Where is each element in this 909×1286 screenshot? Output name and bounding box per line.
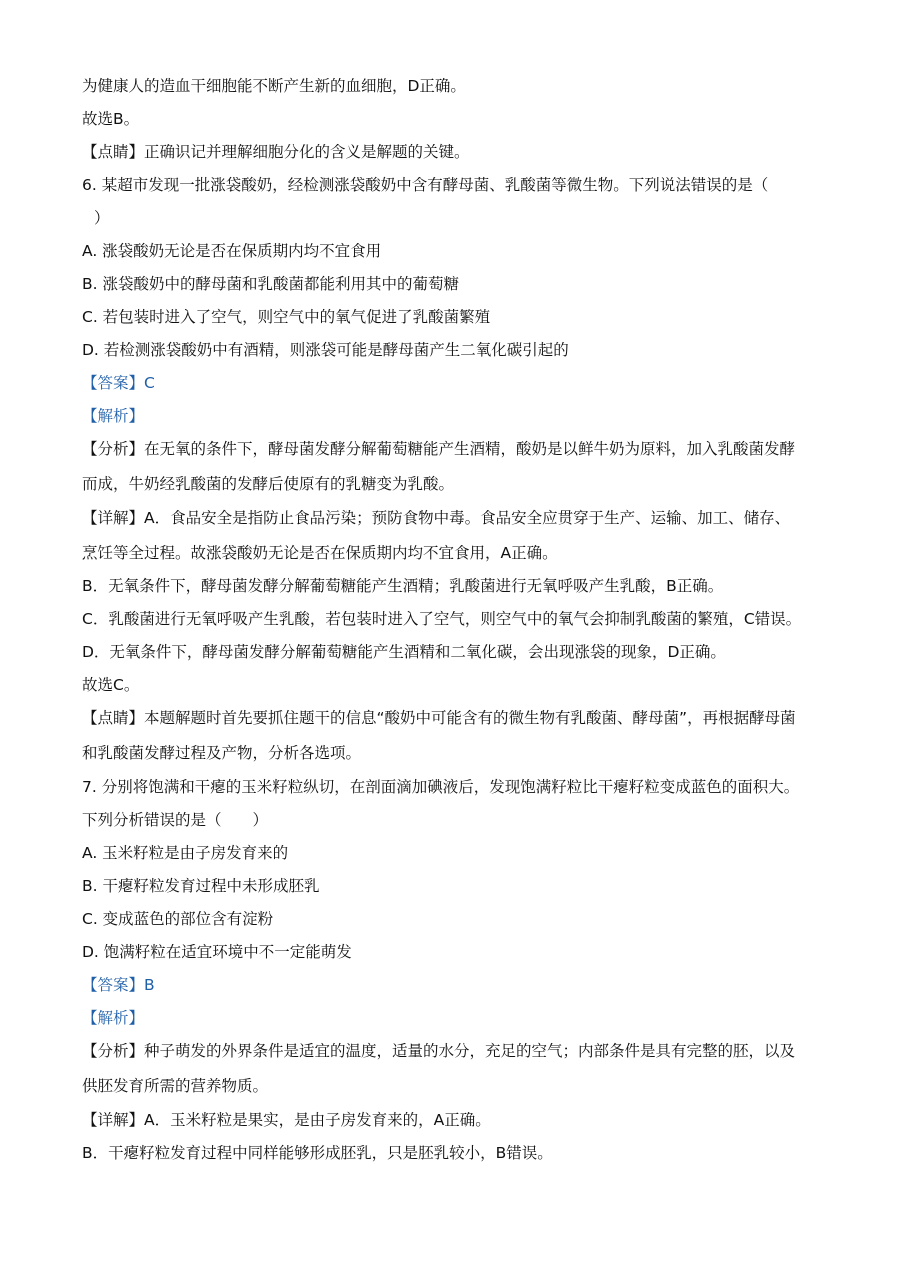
text-line: 【详解】A．食品安全是指防止食品污染；预防食物中毒。食品安全应贯穿于生产、运输、加工、储存、	[82, 509, 791, 527]
text-line: 【点睛】正确识记并理解细胞分化的含义是解题的关键。	[82, 143, 470, 161]
text-line: B．无氧条件下，酵母菌发酵分解葡萄糖能产生酒精；乳酸菌进行无氧呼吸产生乳酸，B正确。	[82, 577, 724, 595]
text-line: 为健康人的造血干细胞能不断产生新的血细胞，D正确。	[82, 77, 466, 95]
question-7-stem: 7. 分别将饱满和干瘪的玉米籽粒纵切，在剖面滴加碘液后，发现饱满籽粒比干瘪籽粒变成蓝色的面积大。	[82, 778, 800, 796]
text-line: 【分析】种子萌发的外界条件是适宜的温度，适量的水分，充足的空气；内部条件是具有完整的胚，以及	[82, 1042, 796, 1060]
option-a: A. 涨袋酸奶无论是否在保质期内均不宜食用	[82, 242, 382, 260]
analysis-label: 【解析】	[82, 1009, 145, 1027]
text-line: 供胚发育所需的营养物质。	[82, 1077, 269, 1095]
option-b: B. 涨袋酸奶中的酵母菌和乳酸菌都能利用其中的葡萄糖	[82, 275, 459, 293]
text-line: 【分析】在无氧的条件下，酵母菌发酵分解葡萄糖能产生酒精，酸奶是以鲜牛奶为原料，加入乳酸菌发酵	[82, 440, 796, 458]
answer-label: 【答案】B	[82, 976, 155, 994]
text-line: 而成，牛奶经乳酸菌的发酵后使原有的乳糖变为乳酸。	[82, 475, 455, 493]
text-line: C．乳酸菌进行无氧呼吸产生乳酸，若包装时进入了空气，则空气中的氧气会抑制乳酸菌的繁殖，C错误。	[82, 610, 802, 628]
answer-label: 【答案】C	[82, 374, 155, 392]
analysis-label: 【解析】	[82, 407, 145, 425]
question-7-stem-cont: 下列分析错误的是（ ）	[82, 811, 269, 829]
text-line: 故选B。	[82, 110, 140, 128]
text-line: 【点睛】本题解题时首先要抓住题干的信息“酸奶中可能含有的微生物有乳酸菌、酵母菌”，再根据酵母菌	[82, 709, 796, 727]
option-c: C. 若包装时进入了空气，则空气中的氧气促进了乳酸菌繁殖	[82, 308, 491, 326]
text-line: D．无氧条件下，酵母菌发酵分解葡萄糖能产生酒精和二氧化碳，会出现涨袋的现象，D正确。	[82, 643, 726, 661]
option-c: C. 变成蓝色的部位含有淀粉	[82, 910, 274, 928]
option-d: D. 饱满籽粒在适宜环境中不一定能萌发	[82, 943, 352, 961]
question-6-bracket: ）	[94, 209, 110, 227]
option-a: A. 玉米籽粒是由子房发育来的	[82, 844, 289, 862]
text-line: 【详解】A．玉米籽粒是果实，是由子房发育来的，A正确。	[82, 1111, 491, 1129]
text-line: 故选C。	[82, 676, 140, 694]
text-line: B．干瘪籽粒发育过程中同样能够形成胚乳，只是胚乳较小，B错误。	[82, 1144, 553, 1162]
text-line: 烹饪等全过程。故涨袋酸奶无论是否在保质期内均不宜食用，A正确。	[82, 544, 558, 562]
text-line: 和乳酸菌发酵过程及产物，分析各选项。	[82, 744, 362, 762]
question-6-stem: 6. 某超市发现一批涨袋酸奶，经检测涨袋酸奶中含有酵母菌、乳酸菌等微生物。下列说法错误的是（	[82, 176, 769, 194]
option-d: D. 若检测涨袋酸奶中有酒精，则涨袋可能是酵母菌产生二氧化碳引起的	[82, 341, 569, 359]
option-b: B. 干瘪籽粒发育过程中未形成胚乳	[82, 877, 320, 895]
